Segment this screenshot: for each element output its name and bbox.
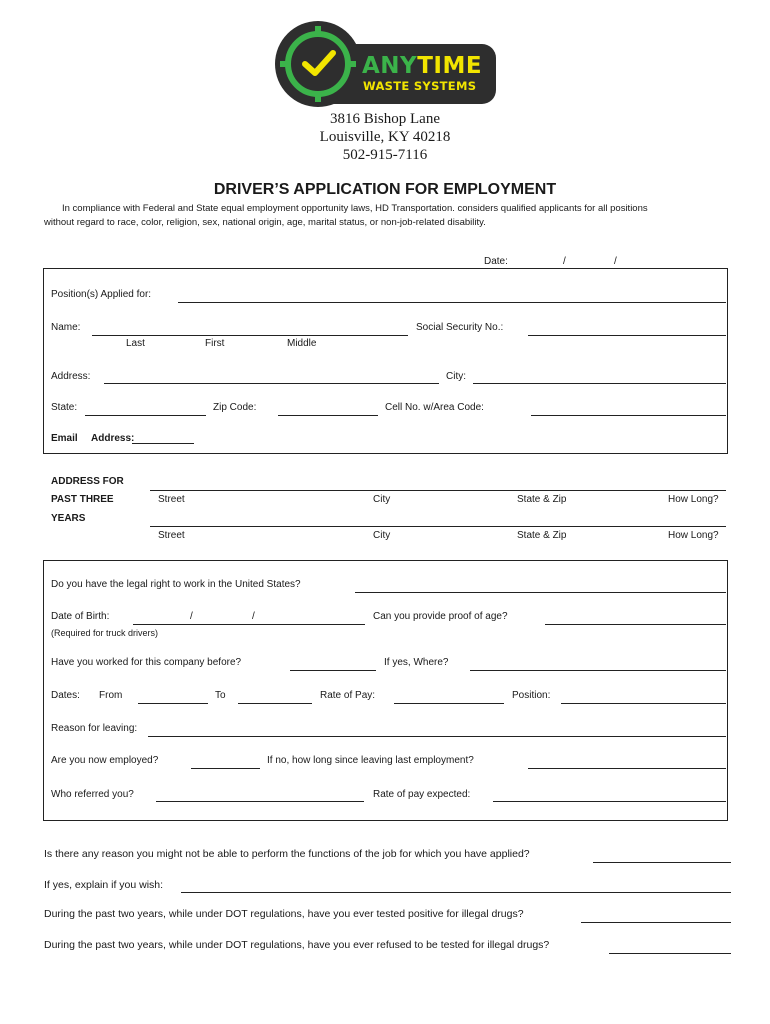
dob-separator-1: / <box>190 611 193 622</box>
state-field[interactable] <box>85 415 206 416</box>
employment-info-box <box>43 560 728 821</box>
page-title: DRIVER’S APPLICATION FOR EMPLOYMENT <box>213 181 557 198</box>
question-tested-positive: During the past two years, while under DOT regulations, have you ever tested positive for illegal drugs? <box>44 908 524 920</box>
past-address-row2-city: City <box>373 530 391 541</box>
dob-field[interactable] <box>133 624 365 625</box>
position-prev-label: Position: <box>512 690 551 701</box>
from-label: From <box>99 690 123 701</box>
referred-field[interactable] <box>156 801 364 802</box>
past-address-row1-street: Street <box>158 494 185 505</box>
company-logo <box>272 20 498 108</box>
name-first-label: First <box>205 338 225 349</box>
question-refused-test: During the past two years, while under DOT regulations, have you ever refused to be tested for illegal drugs? <box>44 939 550 951</box>
past-address-row1-field[interactable] <box>150 490 726 491</box>
question-explain-field[interactable] <box>181 892 731 893</box>
from-field[interactable] <box>138 703 208 704</box>
proof-age-label: Can you provide proof of age? <box>373 611 508 622</box>
past-address-row2-state-zip: State & Zip <box>517 530 567 541</box>
if-yes-where-label: If yes, Where? <box>384 657 449 668</box>
question-explain: If yes, explain if you wish: <box>44 879 164 891</box>
city-field[interactable] <box>473 383 726 384</box>
proof-age-field[interactable] <box>545 624 726 625</box>
required-note: (Required for truck drivers) <box>51 628 159 638</box>
email-label: Email <box>51 433 78 444</box>
city-label: City: <box>446 371 466 382</box>
reason-leaving-label: Reason for leaving: <box>51 723 138 734</box>
compliance-text-line2: without regard to race, color, religion, sex, national origin, age, marital status, or non-job-related disability. <box>44 217 486 228</box>
name-middle-label: Middle <box>287 338 317 349</box>
logo-any: ANY <box>362 53 418 79</box>
rate-pay-label: Rate of Pay: <box>320 690 376 701</box>
question-perform-functions: Is there any reason you might not be able to perform the functions of the job for which you have applied? <box>44 848 530 860</box>
zip-field[interactable] <box>278 415 378 416</box>
to-field[interactable] <box>238 703 312 704</box>
legal-right-label: Do you have the legal right to work in the United States? <box>51 579 301 590</box>
address-field[interactable] <box>104 383 439 384</box>
past-address-row2-street: Street <box>158 530 185 541</box>
legal-right-field[interactable] <box>355 592 726 593</box>
company-address-line1: 3816 Bishop Lane <box>330 111 440 127</box>
if-no-field[interactable] <box>528 768 726 769</box>
name-last-label: Last <box>126 338 145 349</box>
email-address-label: Address: <box>91 433 135 444</box>
company-phone: 502-915-7116 <box>342 147 428 163</box>
rate-pay-field[interactable] <box>394 703 504 704</box>
question-perform-functions-field[interactable] <box>593 862 731 863</box>
rate-expected-label: Rate of pay expected: <box>373 789 471 800</box>
ssn-field[interactable] <box>528 335 726 336</box>
employed-field[interactable] <box>191 768 260 769</box>
position-label: Position(s) Applied for: <box>51 289 152 300</box>
state-label: State: <box>51 402 78 413</box>
dates-label: Dates: <box>51 690 80 701</box>
if-yes-where-field[interactable] <box>470 670 726 671</box>
position-prev-field[interactable] <box>561 703 726 704</box>
if-no-label: If no, how long since leaving last employment? <box>267 755 474 766</box>
position-field[interactable] <box>178 302 726 303</box>
zip-label: Zip Code: <box>213 402 257 413</box>
to-label: To <box>215 690 226 701</box>
question-refused-test-field[interactable] <box>609 953 731 954</box>
past-address-row2-how-long: How Long? <box>668 530 719 541</box>
past-address-row1-state-zip: State & Zip <box>517 494 567 505</box>
past-address-row2-field[interactable] <box>150 526 726 527</box>
reason-leaving-field[interactable] <box>148 736 726 737</box>
company-address-line2: Louisville, KY 40218 <box>319 129 451 145</box>
worked-before-label: Have you worked for this company before? <box>51 657 242 668</box>
referred-label: Who referred you? <box>51 789 134 800</box>
name-field[interactable] <box>92 335 408 336</box>
logo-subtitle: WASTE SYSTEMS <box>363 79 477 93</box>
compliance-text-line1: In compliance with Federal and State equal employment opportunity laws, HD Transportation. considers qualified applicants for all positions <box>62 203 648 214</box>
name-label: Name: <box>51 322 81 333</box>
past-address-heading-1: ADDRESS FOR <box>51 476 124 487</box>
employed-label: Are you now employed? <box>51 755 159 766</box>
date-label: Date: <box>484 256 508 267</box>
date-separator-2: / <box>614 256 617 267</box>
past-address-heading-3: YEARS <box>51 513 86 524</box>
cell-field[interactable] <box>531 415 726 416</box>
date-separator-1: / <box>563 256 566 267</box>
worked-before-field[interactable] <box>290 670 376 671</box>
email-field[interactable] <box>132 443 194 444</box>
cell-label: Cell No. w/Area Code: <box>385 402 484 413</box>
past-address-heading-2: PAST THREE <box>51 494 114 505</box>
ssn-label: Social Security No.: <box>416 322 504 333</box>
past-address-row1-city: City <box>373 494 391 505</box>
address-label: Address: <box>51 371 91 382</box>
dob-separator-2: / <box>252 611 255 622</box>
question-tested-positive-field[interactable] <box>581 922 731 923</box>
rate-expected-field[interactable] <box>493 801 726 802</box>
dob-label: Date of Birth: <box>51 611 110 622</box>
logo-time: TIME <box>417 53 483 79</box>
past-address-row1-how-long: How Long? <box>668 494 719 505</box>
